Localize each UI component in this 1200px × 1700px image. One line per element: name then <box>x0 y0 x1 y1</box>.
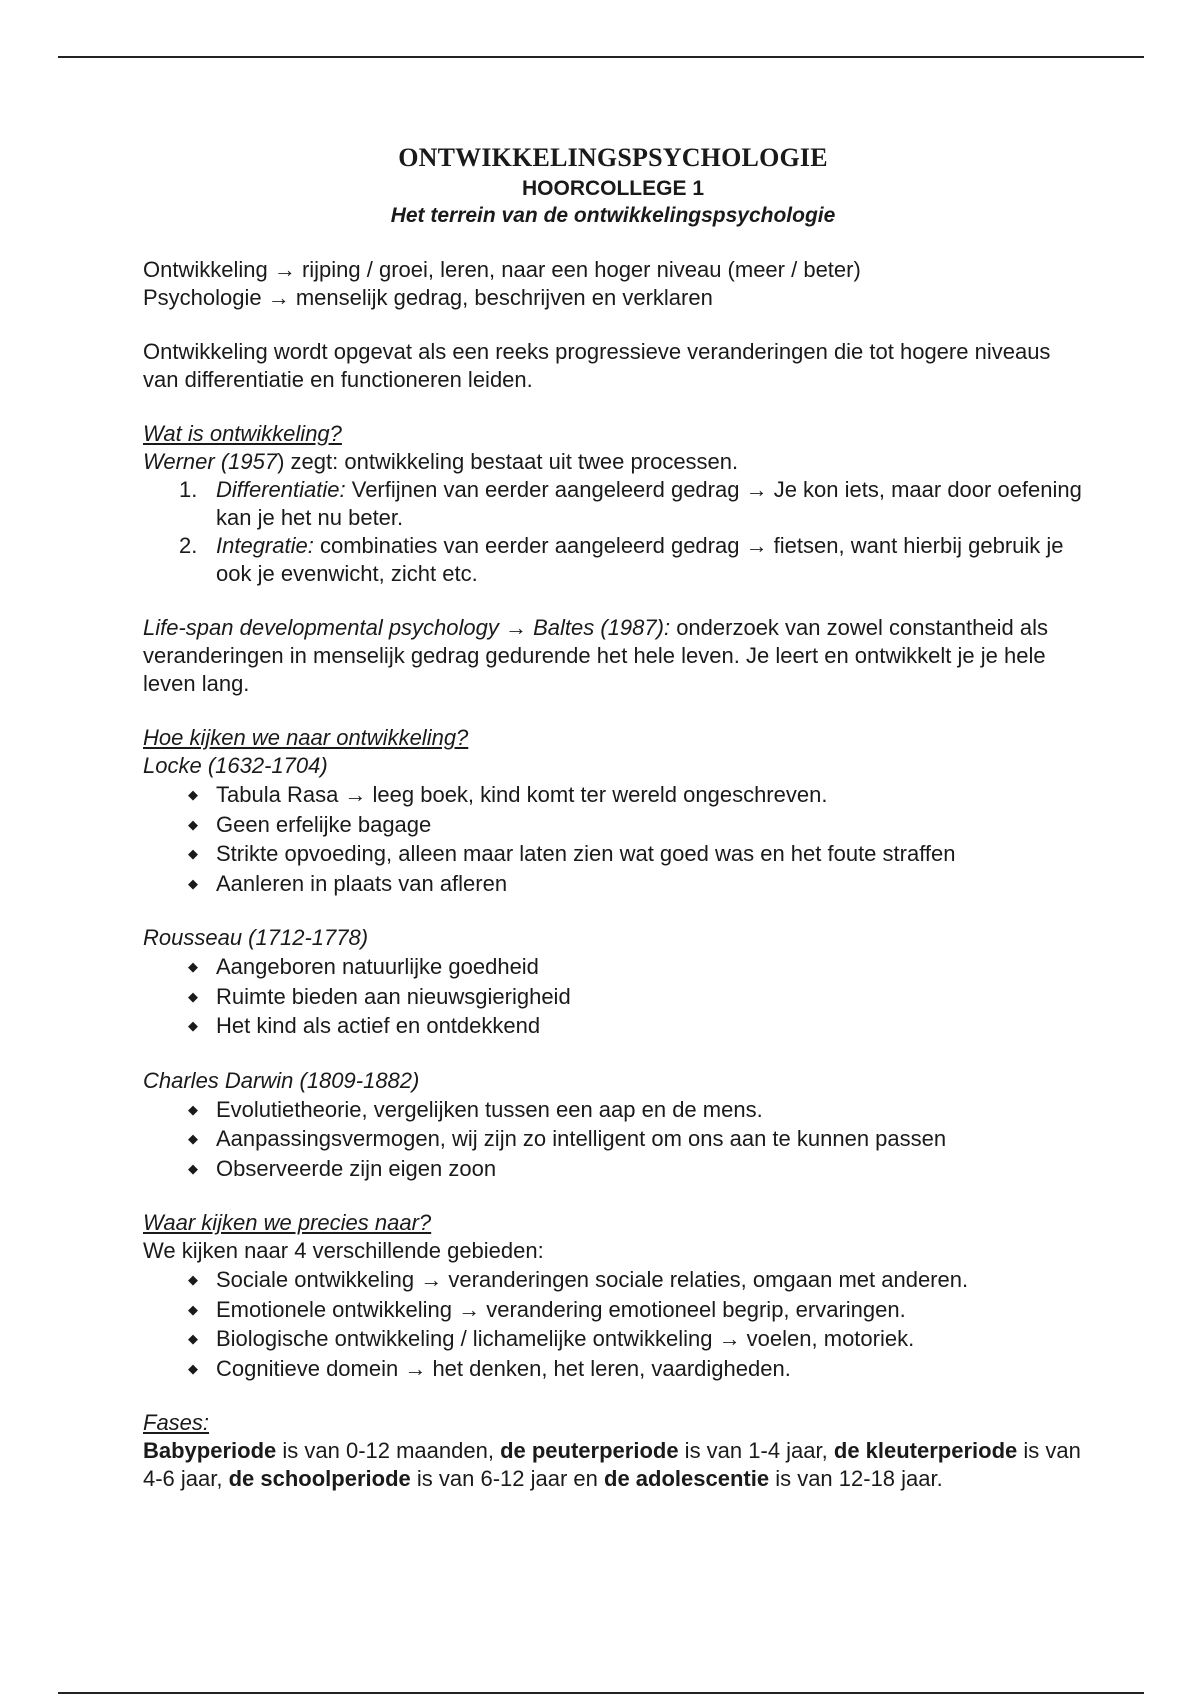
list-item <box>188 982 1083 1012</box>
phase-term: de adolescentie <box>604 1466 770 1491</box>
list-item-text: Aangeboren natuurlijke goedheid <box>216 954 539 979</box>
werner-text: ) zegt: ontwikkeling bestaat uit twee processen. <box>277 449 739 474</box>
list-item <box>188 839 1083 869</box>
intro-line-psychologie: Psychologie → menselijk gedrag, beschrijven en verklaren <box>143 285 713 310</box>
phase-text: is van 0-12 maanden, <box>276 1438 501 1463</box>
list-item <box>188 810 1083 840</box>
list-item-text: Evolutietheorie, vergelijken tussen een aap en de mens. <box>216 1096 763 1122</box>
list-item <box>188 1124 1083 1154</box>
list-item <box>188 952 1083 982</box>
diamond-bullet-icon: ◆ <box>188 1301 198 1317</box>
list-item-text: Strikte opvoeding, alleen maar laten zien wat goed was en het foute straffen <box>216 841 956 866</box>
phase-text: is van 12-18 jaar. <box>769 1466 943 1491</box>
list-item <box>188 869 1083 899</box>
list-item <box>188 1095 1083 1125</box>
process-text: Verfijnen van eerder aangeleerd gedrag → Je kon iets, maar door oefening kan je het nu beter. <box>216 477 1082 530</box>
diamond-bullet-icon: ◆ <box>188 1331 198 1346</box>
bullet-list-domains <box>143 1265 1083 1383</box>
fases-paragraph <box>143 1437 1083 1493</box>
diamond-bullet-icon: ◆ <box>188 1018 198 1033</box>
thinker-name-darwin: Charles Darwin (1809-1882) <box>143 1067 420 1093</box>
phase-term: Babyperiode <box>143 1438 277 1463</box>
diamond-bullet-icon: ◆ <box>188 787 198 802</box>
process-term: Differentiatie: <box>216 477 346 502</box>
diamond-bullet-icon: ◆ <box>188 1360 198 1376</box>
list-number: 1. <box>179 477 198 502</box>
lifespan-text: onderzoek van zowel constantheid als veranderingen in menselijk gedrag gedurende het hele leven. Je leert en ontwikkelt je je hele leven lang. <box>143 615 1048 696</box>
phase-text: is van 1-4 jaar, <box>678 1438 834 1463</box>
section-intro: We kijken naar 4 verschillende gebieden: <box>143 1238 544 1263</box>
lifespan-paragraph <box>143 614 1083 698</box>
list-item-text: Het kind als actief en ontdekkend <box>216 1013 541 1038</box>
bullet-list-darwin <box>143 1095 1083 1184</box>
list-item-text: Emotionele ontwikkeling → verandering emotioneel begrip, ervaringen. <box>216 1296 906 1322</box>
top-rule <box>58 56 1144 58</box>
document-title: ONTWIKKELINGSPSYCHOLOGIE <box>398 143 828 172</box>
diamond-bullet-icon: ◆ <box>188 846 198 861</box>
intro-paragraph: Ontwikkeling wordt opgevat als een reeks progressieve veranderingen die tot hogere niveaus van differentiatie en functioneren leiden. <box>143 339 1051 392</box>
thinker-name-locke: Locke (1632-1704) <box>143 753 328 778</box>
process-term: Integratie: <box>216 533 314 558</box>
section-wat-is-ontwikkeling <box>143 420 1083 588</box>
list-item-text: Sociale ontwikkeling → veranderingen sociale relaties, omgaan met anderen. <box>216 1267 969 1292</box>
list-item <box>188 1354 1083 1384</box>
list-item-text: Biologische ontwikkeling / lichamelijke ontwikkeling → voelen, motoriek. <box>216 1326 915 1351</box>
list-item <box>188 780 1083 810</box>
diamond-bullet-icon: ◆ <box>188 875 198 891</box>
bullet-list-rousseau <box>143 952 1083 1041</box>
list-item-text: Aanleren in plaats van afleren <box>216 870 508 896</box>
diamond-bullet-icon: ◆ <box>188 959 198 974</box>
list-item-text: Aanpassingsvermogen, wij zijn zo intelligent om ons aan te kunnen passen <box>216 1126 947 1151</box>
phase-term: de kleuterperiode <box>833 1438 1018 1463</box>
phase-text: is van 6-12 jaar en <box>410 1466 604 1491</box>
section-heading: Wat is ontwikkeling? <box>143 421 342 446</box>
list-item <box>179 532 1083 588</box>
lecture-topic: Het terrein van de ontwikkelingspsychologie <box>390 204 836 227</box>
phase-term: de peuterperiode <box>500 1438 679 1463</box>
list-item-text: Tabula Rasa → leeg boek, kind komt ter wereld ongeschreven. <box>216 782 828 807</box>
section-heading: Waar kijken we precies naar? <box>143 1210 432 1235</box>
werner-line <box>143 448 1083 476</box>
phase-text: is van 4-6 jaar, <box>143 1438 1081 1491</box>
phase-term: de schoolperiode <box>228 1466 411 1491</box>
lifespan-term: Life-span developmental psychology → Baltes (1987): <box>143 615 671 640</box>
diamond-bullet-icon: ◆ <box>188 1272 198 1287</box>
process-list <box>143 476 1083 588</box>
list-item <box>188 1265 1083 1295</box>
diamond-bullet-icon: ◆ <box>188 1160 198 1176</box>
intro-line-ontwikkeling: Ontwikkeling → rijping / groei, leren, naar een hoger niveau (meer / beter) <box>143 257 861 282</box>
list-item <box>188 1154 1083 1184</box>
list-item-text: Geen erfelijke bagage <box>216 811 432 837</box>
section-heading: Fases: <box>143 1410 210 1435</box>
list-item <box>188 1295 1083 1325</box>
process-text: combinaties van eerder aangeleerd gedrag → fietsen, want hierbij gebruik je ook je evenwicht, zicht etc. <box>216 533 1064 586</box>
section-heading: Hoe kijken we naar ontwikkeling? <box>143 725 469 750</box>
list-item <box>179 476 1083 532</box>
diamond-bullet-icon: ◆ <box>188 988 198 1004</box>
lecture-number: HOORCOLLEGE 1 <box>521 177 705 200</box>
list-item-text: Ruimte bieden aan nieuwsgierigheid <box>216 983 571 1009</box>
bullet-list-locke <box>143 780 1083 898</box>
list-item <box>188 1324 1083 1354</box>
diamond-bullet-icon: ◆ <box>188 816 198 832</box>
document-page <box>143 141 1083 1493</box>
section-waar-kijken <box>143 1209 1083 1383</box>
list-number: 2. <box>179 533 198 558</box>
werner-name: Werner (1957 <box>143 449 278 474</box>
list-item <box>188 1011 1083 1041</box>
section-hoe-kijken <box>143 724 1083 1183</box>
intro-block <box>143 256 1083 312</box>
list-item-text: Cognitieve domein → het denken, het leren, vaardigheden. <box>216 1355 791 1381</box>
diamond-bullet-icon: ◆ <box>188 1131 198 1146</box>
thinker-name-rousseau: Rousseau (1712-1778) <box>143 925 369 950</box>
list-item-text: Observeerde zijn eigen zoon <box>216 1155 497 1181</box>
section-fases <box>143 1409 1083 1493</box>
bottom-rule <box>58 1692 1144 1694</box>
diamond-bullet-icon: ◆ <box>188 1101 198 1117</box>
